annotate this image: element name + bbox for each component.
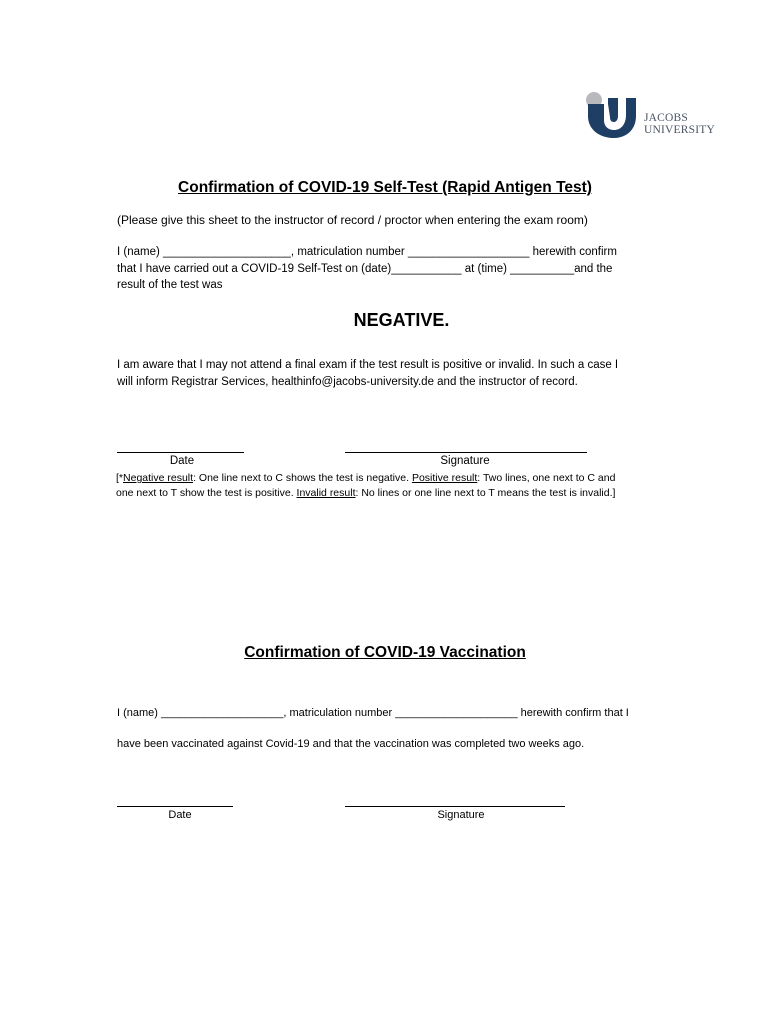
invalid-result-text: : No lines or one line next to T means the test is invalid.] [355,487,616,499]
vaccination-date-line [117,806,233,807]
instruction-text: (Please give this sheet to the instructor of record / proctor when entering the exam room) [117,213,588,227]
vaccination-date-label: Date [168,809,192,821]
date-label: Date [169,455,195,467]
logo-line-2: UNIVERSITY [644,124,715,136]
rapid-test-title: Confirmation of COVID-19 Self-Test (Rapid Antigen Test) [178,179,592,196]
awareness-statement [117,357,697,390]
note-line-1 [116,471,696,486]
jacobs-university-logo [584,90,724,140]
note-line-2-start: one next to T show the test is positive. [116,487,297,499]
positive-result-label: Positive result [411,472,478,484]
vaccination-title: Confirmation of COVID-19 Vaccination [244,644,526,661]
note-line-2 [116,486,696,501]
logo-text [644,112,715,136]
invalid-result-label: Invalid result [296,487,356,499]
signature-line [345,452,587,453]
statement-line-1: I (name) ____________________, matriculation number ___________________ herewith confirm [117,246,617,258]
rapid-test-statement [117,244,697,294]
vaccination-signature-label: Signature [437,809,485,821]
vaccination-statement-line-2: have been vaccinated against Covid-19 and that the vaccination was completed two weeks ago. [117,738,585,750]
jacobs-shield-icon [584,90,640,140]
awareness-line-2: will inform Registrar Services, healthinfo@jacobs-university.de and the instructor of record. [117,375,578,388]
positive-result-text: : Two lines, one next to C and [477,472,616,484]
vaccination-signature-line [345,806,565,807]
note-open: [* [116,472,124,484]
logo-line-1: JACOBS [644,112,689,124]
negative-result-text: : One line next to C shows the test is negative. [193,472,412,484]
negative-result-label: Negative result [123,472,194,484]
result-legend-note [116,471,696,501]
signature-label: Signature [440,455,490,467]
statement-line-2: that I have carried out a COVID-19 Self-Test on (date)___________ at (time) __________and the [117,262,613,275]
test-result-negative: NEGATIVE. [353,310,450,330]
awareness-line-1: I am aware that I may not attend a final exam if the test result is positive or invalid. In such a case I [117,359,619,371]
date-signature-line [117,452,244,453]
vaccination-statement-line-1: I (name) ____________________, matriculation number ____________________ herewith confirm that I [117,707,629,719]
statement-line-3: result of the test was [117,279,223,291]
